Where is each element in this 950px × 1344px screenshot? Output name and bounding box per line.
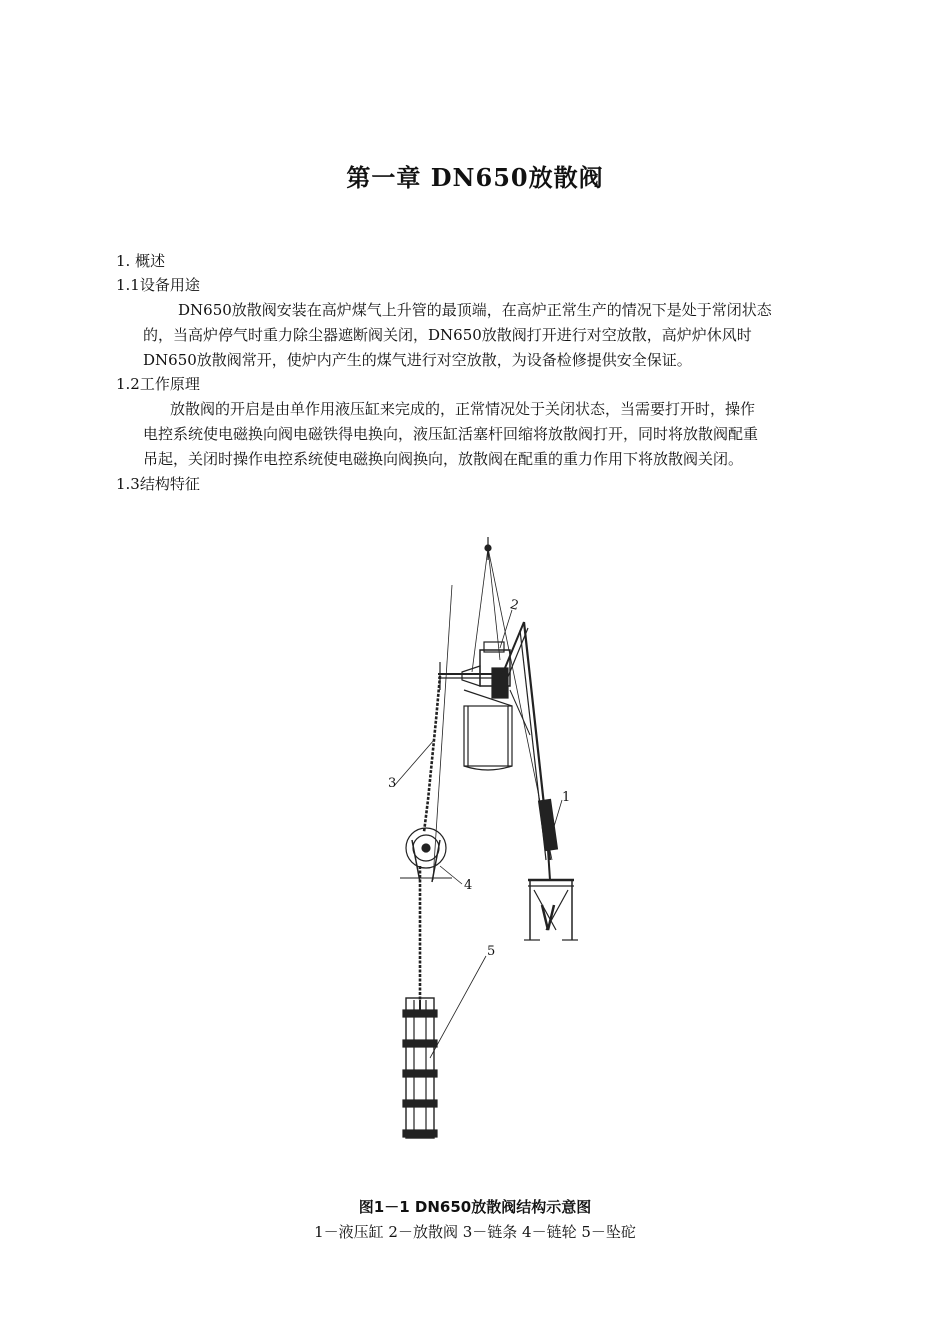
figure-legend: 1－液压缸 2－放散阀 3－链条 4－链轮 5－坠砣 bbox=[314, 1223, 636, 1241]
label-1: 1 bbox=[562, 790, 571, 805]
figure-caption: 图1－1 DN650放散阀结构示意图 bbox=[358, 1198, 592, 1216]
purpose-line-2: 的，当高炉停气时重力除尘器遮断阀关闭，DN650放散阀打开进行对空放散，高炉炉休风时 bbox=[143, 326, 752, 344]
principle-line-1: 放散阀的开启是由单作用液压缸来完成的，正常情况处于关闭状态，当需要打开时，操作 bbox=[170, 400, 756, 418]
purpose-line-3: DN650放散阀常开，使炉内产生的煤气进行对空放散，为设备检修提供安全保证。 bbox=[143, 351, 692, 369]
label-5: 5 bbox=[487, 944, 496, 959]
cylinder-stand bbox=[524, 880, 578, 940]
principle-line-3: 吊起，关闭时操作电控系统使电磁换向阀换向，放散阀在配重的重力作用下将放散阀关闭。 bbox=[143, 450, 744, 468]
section-overview-heading: 1. 概述 bbox=[116, 252, 166, 270]
sprocket bbox=[400, 828, 452, 882]
subsection-purpose-heading: 1.1设备用途 bbox=[116, 276, 200, 294]
release-valve-body bbox=[464, 642, 512, 770]
chapter-title: 第一章 DN650放散阀 bbox=[346, 163, 604, 192]
label-2: 2 bbox=[508, 597, 521, 614]
label-3: 3 bbox=[388, 776, 397, 791]
label-4: 4 bbox=[464, 878, 473, 893]
subsection-structure-heading: 1.3结构特征 bbox=[116, 475, 200, 493]
right-lever-and-cylinder bbox=[500, 622, 557, 880]
principle-line-2: 电控系统使电磁换向阀电磁铁得电换向，液压缸活塞杆回缩将放散阀打开，同时将放散阀配重 bbox=[143, 425, 759, 443]
valve-structure-diagram bbox=[370, 530, 610, 1150]
purpose-line-1: DN650放散阀安装在高炉煤气上升管的最顶端，在高炉正常生产的情况下是处于常闭状态 bbox=[178, 301, 772, 319]
subsection-principle-heading: 1.2工作原理 bbox=[116, 375, 200, 393]
counterweight bbox=[403, 998, 437, 1138]
